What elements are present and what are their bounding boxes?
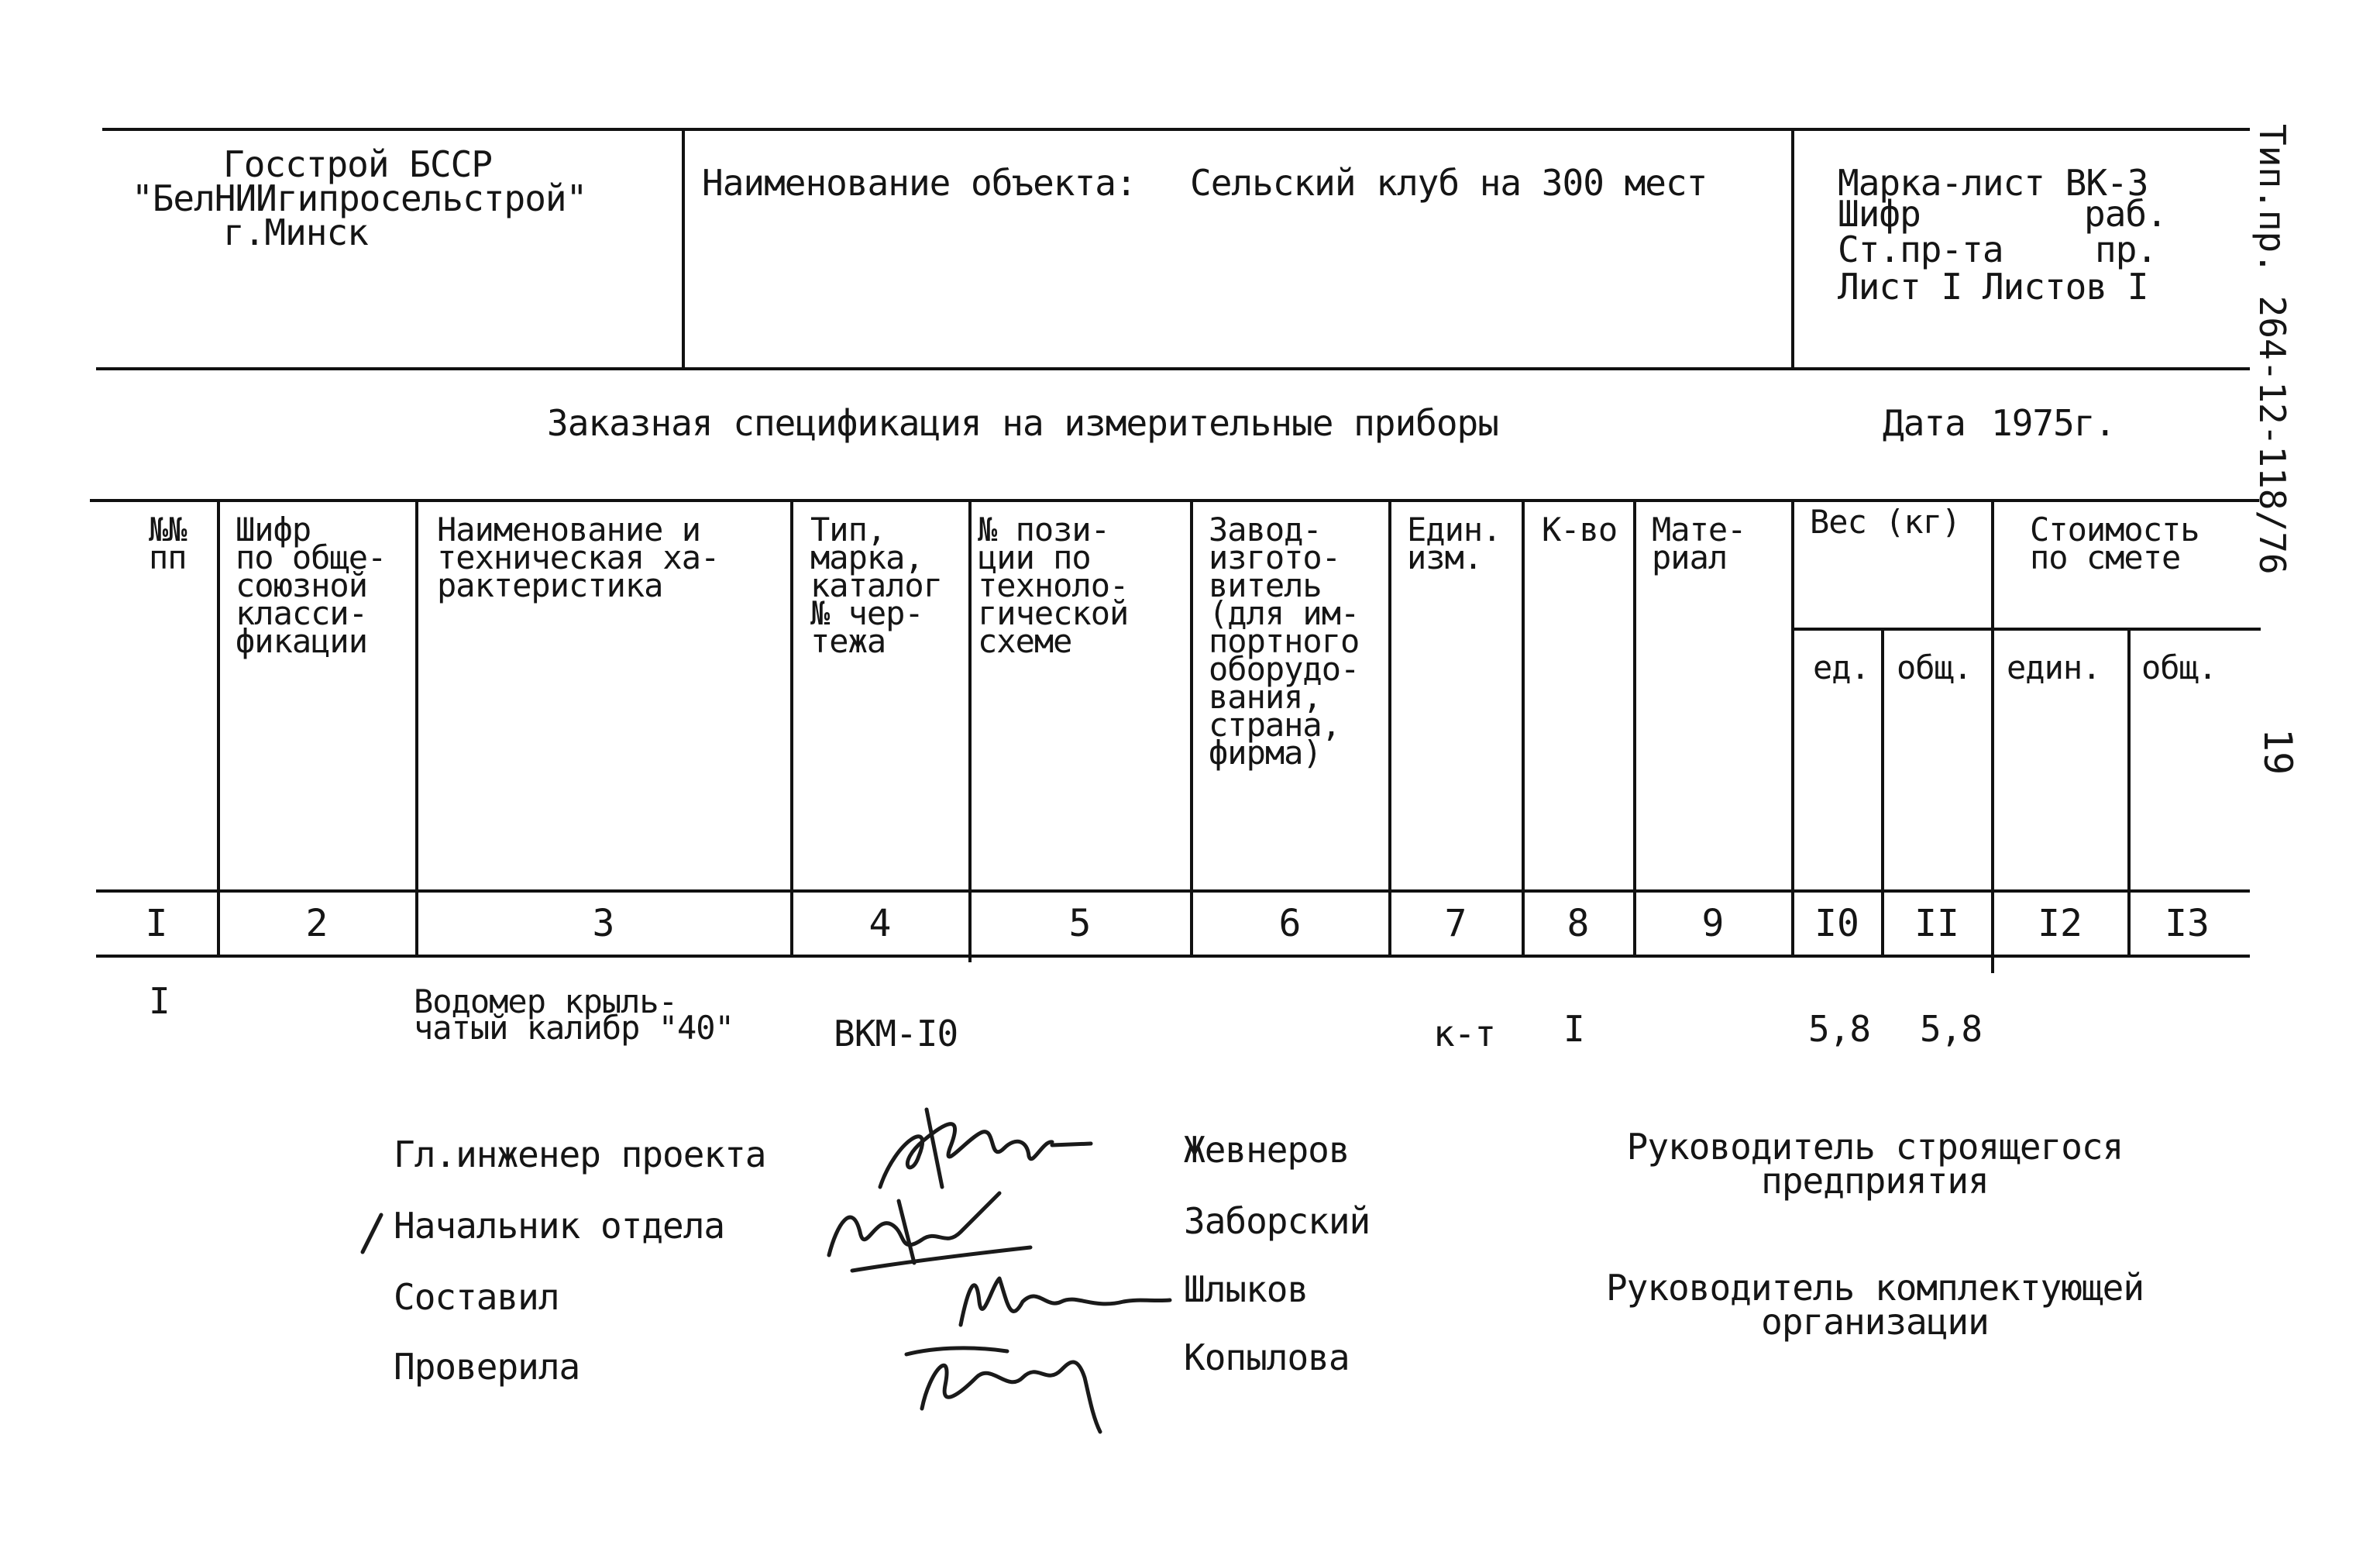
signer-role-2: Начальник отдела [394,1205,725,1247]
row-weight-unit: 5,8 [1808,1008,1871,1050]
signer-role-1: Гл.инженер проекта [394,1134,766,1175]
col-number-13: I3 [2165,902,2210,945]
col-rule-1 [217,501,220,956]
header-quantity: К-во [1542,511,1618,549]
approver-plant: Руководитель строящегося предприятия [1626,1126,2124,1202]
col-rule-3 [790,501,793,956]
col-rule-7 [1522,501,1525,956]
org-line-1: Госстрой БССР [223,143,493,185]
header-type: Тип, марка, каталог № чер- тежа [810,511,943,660]
col-number-4: 4 [868,902,892,945]
numbers-bottom-rule [96,955,2250,958]
subheader-rule [1793,628,2261,631]
marka-line-3-left: Ст.пр-та [1838,229,2003,270]
header-bottom-rule [96,889,2250,893]
approver-supplier: Руководитель комплектующей организации [1605,1267,2144,1343]
marka-line-4: Лист I Листов I [1838,266,2148,308]
row-unit: к-т [1433,1013,1496,1054]
header-cost-total: общ. [2141,648,2217,686]
date-value: 1975г. [1991,402,2116,444]
col-rule-11 [1991,501,1994,973]
marka-line-2-left: Шифр [1838,193,1921,235]
col-number-7: 7 [1444,902,1467,945]
page-number: 19 [2255,728,2300,776]
header-row-number: №№ пп [149,511,187,576]
date-label: Дата [1883,402,1966,444]
signature-checker [891,1323,1123,1440]
header-cost: Стоимость по смете [2030,511,2199,576]
row-name: Водомер крыль- чатый калибр "40" [414,982,734,1047]
signer-name-2: Заборский [1184,1200,1371,1242]
org-line-3: г.Минск [223,212,368,253]
header-material: Мате- риал [1652,511,1746,576]
marka-line-1: Марка-лист ВК-3 [1838,162,2148,204]
header-weight: Вес (кг) [1810,503,1961,541]
row-weight-total: 5,8 [1920,1008,1983,1050]
header-name: Наименование и техническая ха- рактеристика [437,511,720,604]
signer-role-3: Составил [394,1276,559,1318]
header-weight-total: общ. [1897,648,1972,686]
col-rule-9 [1791,501,1794,956]
col-number-1: I [145,902,168,945]
title-top-rule [102,128,2250,131]
row-type: ВКМ-I0 [834,1013,958,1054]
row-quantity: I [1563,1008,1584,1050]
row-number: I [149,980,170,1022]
object-name: Сельский клуб на 300 мест [1190,162,1708,204]
col-rule-6 [1388,501,1391,956]
signer-name-1: Жевнеров [1184,1129,1350,1171]
col-rule-5 [1190,501,1193,956]
col-rule-4 [968,501,972,962]
object-label: Наименование объекта: [702,162,1137,204]
col-number-3: 3 [592,902,615,945]
title-bottom-rule [96,367,2250,370]
col-number-11: II [1914,902,1959,945]
header-position: № пози- ции по техноло- гической схеме [978,511,1129,660]
col-number-5: 5 [1068,902,1092,945]
col-number-12: I2 [2038,902,2082,945]
title-divider-left [682,128,685,369]
signer-name-3: Шлыков [1184,1268,1309,1310]
col-number-2: 2 [305,902,328,945]
marka-line-2-right: раб. [2084,193,2167,235]
col-number-9: 9 [1701,902,1725,945]
drawing-code: Тип.пр. 264-12-118/76 [2251,124,2293,575]
title-divider-right [1791,128,1794,369]
marka-line-3-right: пр. [2095,229,2158,270]
header-unit: Един. изм. [1407,511,1501,576]
header-cost-unit: един. [2007,648,2101,686]
margin-tick [356,1210,387,1257]
col-number-8: 8 [1567,902,1590,945]
org-line-2: "БелНИИгипросельстрой" [132,177,587,219]
header-weight-unit: ед. [1813,648,1869,686]
signer-role-4: Проверила [394,1346,580,1388]
signer-name-4: Копылова [1184,1337,1350,1378]
header-classifier-code: Шифр по обще- союзной класси- фикации [236,511,387,660]
col-rule-8 [1633,501,1636,956]
col-number-6: 6 [1278,902,1302,945]
col-rule-2 [415,501,418,956]
header-manufacturer: Завод- изгото- витель (для им- портного оборудо- вания, страна, фирма) [1209,511,1360,772]
spec-title: Заказная спецификация на измерительные приборы [547,402,1498,444]
col-number-10: I0 [1814,902,1859,945]
